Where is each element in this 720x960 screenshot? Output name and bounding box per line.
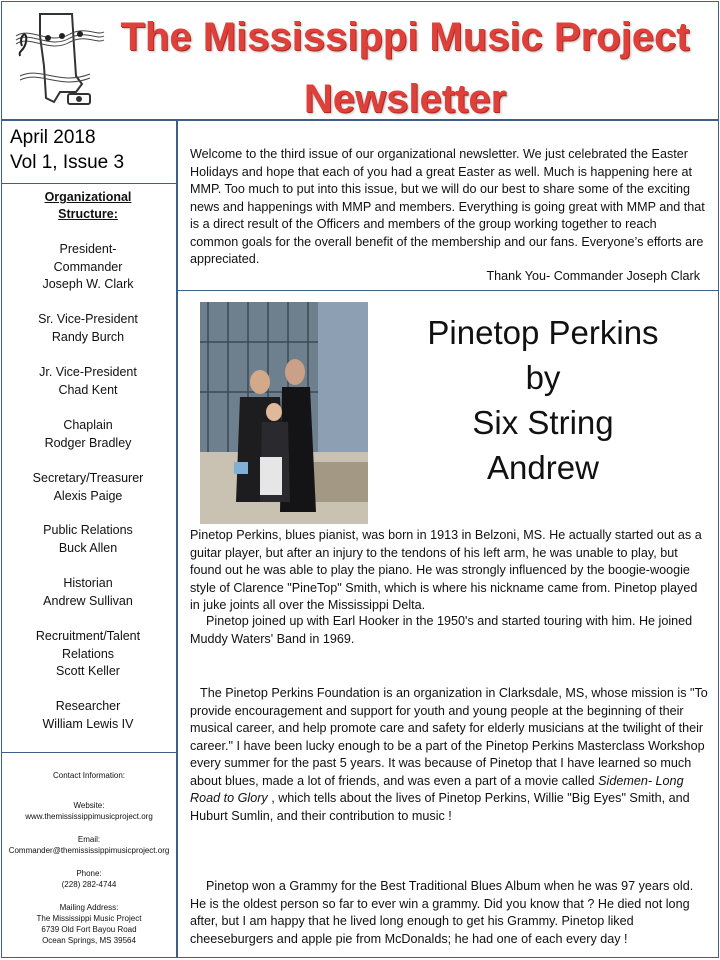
officer-researcher	[4, 698, 172, 733]
officer-recruitment	[4, 628, 172, 681]
contact-heading: Contact Information:	[52, 771, 126, 780]
officer-line: Secretary/Treasurer	[32, 471, 144, 485]
address-line: 6739 Old Fort Bayou Road	[41, 925, 137, 934]
officer-jr-vice-president	[4, 364, 172, 399]
email-link[interactable]: Commander@themississippimusicproject.org	[8, 846, 170, 855]
sidebar-divider	[1, 183, 177, 184]
website-label: Website:	[73, 801, 105, 810]
address-line: Ocean Springs, MS 39564	[42, 936, 136, 945]
phone-label: Phone:	[76, 869, 102, 878]
officer-line: Commander	[53, 259, 123, 274]
issue-date: April 2018	[10, 127, 96, 148]
officer-secretary-treasurer	[4, 470, 172, 505]
officer-line: Rodger Bradley	[44, 435, 132, 450]
officer-line: Scott Keller	[56, 664, 120, 678]
org-heading-line: Structure:	[58, 207, 118, 221]
article-title-line: by	[525, 359, 561, 396]
paragraph-text: Pinetop won a Grammy for the Best Traditional Blues Album when he was 97 years old. He is the oldest person so far to ever win a grammy. Did you know that ? He died not long after, but I am happy that he lived long enough to get his Grammy. Pinetop liked cheeseburgers and apple pie from McDonalds; he had one of each every day !	[190, 879, 694, 946]
officer-line: Recruitment/Talent	[35, 629, 141, 643]
welcome-text: Welcome to the third issue of our organizational newsletter. We just celebrated the Easter Holidays and hope that each of you had a great Easter as well. Much is happening here at MMP. Too much to put into this issue, but we will do our best to share some of the exciting news and happenings with MMP and members. Everything is going great with MMP and that is a direct result of the Officers and members of the group working together to reach common goals for the overall benefit of the membership and our fans. Everyone’s efforts are appreciated.	[190, 147, 705, 266]
address-line: The Mississippi Music Project	[36, 914, 142, 923]
officer-line: Chaplain	[63, 418, 113, 432]
officer-sr-vice-president	[4, 311, 172, 346]
article-paragraph	[190, 613, 710, 648]
article-title-line: Six String	[472, 404, 614, 441]
mississippi-music-logo	[10, 6, 106, 114]
website-link[interactable]: www.themississippimusicproject.org	[25, 812, 153, 821]
issue-volume: Vol 1, Issue 3	[10, 152, 125, 173]
article-paragraph	[190, 878, 710, 948]
officer-line: Researcher	[55, 699, 121, 713]
officer-public-relations	[4, 522, 172, 557]
officer-line: President-	[59, 242, 117, 256]
officer-line: Sr. Vice-President	[38, 312, 138, 326]
movie-title: Sidemen- Long Road to Glory	[190, 773, 684, 805]
welcome-signoff: Thank You- Commander Joseph Clark	[486, 269, 700, 283]
article-paragraph	[190, 685, 710, 825]
officer-line: Historian	[63, 576, 113, 590]
email-label: Email:	[77, 835, 101, 844]
officer-line: Andrew Sullivan	[43, 593, 133, 608]
officer-president	[4, 241, 172, 294]
article-photo	[200, 302, 368, 524]
paragraph-text: Pinetop joined up with Earl Hooker in the 1950's and started touring with him. He joined Muddy Waters' Band in 1969.	[190, 614, 693, 646]
sidebar-divider	[1, 752, 177, 753]
officer-line: Relations	[61, 646, 115, 661]
paragraph-text: The Pinetop Perkins Foundation is an organization in Clarksdale, MS, whose mission is "To provide encouragement and support for youth and young people at the beginning of their musical career, and help promote care and safety for elderly musicians at the twilight of their career." I have been lucky enough to be a part of the Pinetop Perkins Masterclass Workshop every summer for the past 5 years. It was because of Pinetop that I have learned so much about blues, made a lot of friends, and was even a part of a movie called	[190, 686, 708, 788]
newsletter-title-line1: The Mississippi Music Project	[120, 15, 690, 59]
article-title-line: Pinetop Perkins	[427, 314, 659, 351]
officer-line: Buck Allen	[58, 540, 118, 555]
mailing-label: Mailing Address:	[59, 903, 119, 912]
officer-line: Jr. Vice-President	[39, 365, 137, 379]
officer-line: Joseph W. Clark	[42, 277, 134, 291]
officer-chaplain	[4, 417, 172, 452]
newsletter-title-line2: Newsletter	[303, 77, 507, 121]
article-paragraph: Pinetop Perkins, blues pianist, was born in 1913 in Belzoni, MS. He actually started out as a guitar player, but after an injury to the tendons of his left arm, he was unable to play, but found out he was able to play the piano. He was strongly influenced by the boogie-woogie style of Clarence "PineTop" Smith, which is where his nickname came from. Pinetop played in juke joints all over the Mississippi Delta.	[190, 528, 702, 612]
org-heading-line: Organizational	[44, 190, 132, 204]
officer-line: Chad Kent	[58, 382, 118, 397]
officer-line: Randy Burch	[51, 329, 125, 344]
officer-line: Public Relations	[43, 523, 133, 537]
org-structure-heading	[6, 189, 170, 223]
officer-line: Alexis Paige	[53, 488, 123, 503]
officer-historian	[4, 575, 172, 610]
paragraph-text: , which tells about the lives of Pinetop Perkins, Willie "Big Eyes" Smith, and Huburt Sumlin, and their contribution to music !	[190, 791, 690, 823]
article-title	[390, 310, 696, 490]
article-title-line: Andrew	[487, 449, 599, 486]
phone-number: (228) 282-4744	[61, 880, 117, 889]
officer-line: William Lewis IV	[42, 716, 134, 731]
